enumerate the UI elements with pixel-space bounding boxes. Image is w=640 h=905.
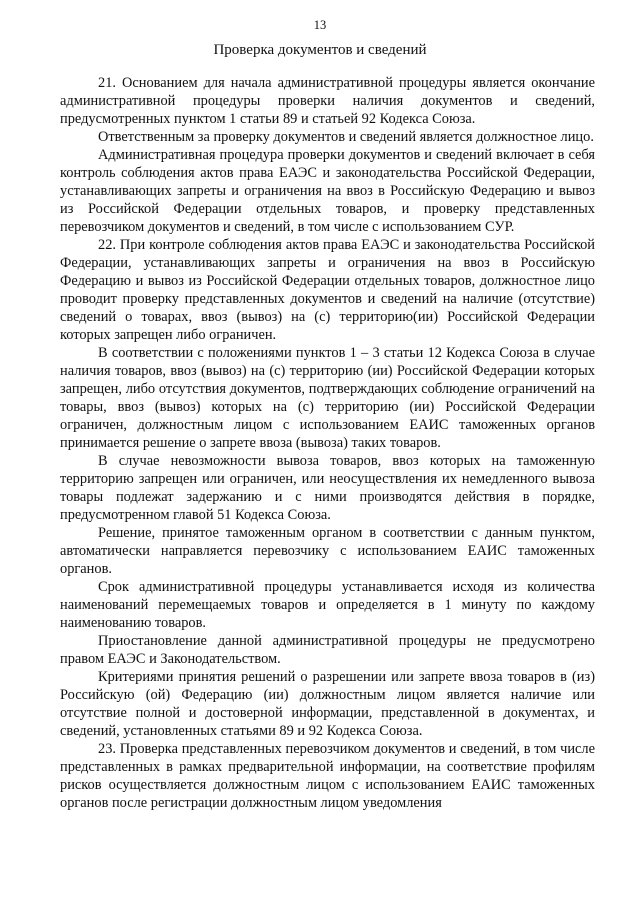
body-text	[60, 74, 595, 812]
paragraph-suspension: Приостановление данной административной процедуры не предусмотрено правом ЕАЭС и Законодательством.	[60, 633, 595, 667]
paragraph-detention: В случае невозможности вывоза товаров, ввоз которых на таможенную территорию запрещен или ограничен, или неосуществления их немедленного вывоза товары подлежат задержанию и с ними производятся действия в порядке, предусмотренном главой 51 Кодекса Союза.	[60, 453, 595, 523]
paragraph-23: 23. Проверка представленных перевозчиком документов и сведений, в том числе представленных в рамках предварительной информации, на соответствие профилям рисков осуществляется должностным лицом с использованием ЕАИС таможенных органов после регистрации должностным лицом уведомления	[60, 741, 595, 811]
paragraph-term: Срок административной процедуры устанавливается исходя из количества наименований перемещаемых товаров и определяется в 1 минуту по каждому наименованию товаров.	[60, 579, 595, 631]
page-number: 13	[313, 18, 327, 32]
paragraph-21: 21. Основанием для начала административной процедуры является окончание административной процедуры проверки наличия документов и сведений, предусмотренных пунктом 1 статьи 89 и статьей 92 Кодекса Союза.	[60, 75, 595, 127]
paragraph-decision: Решение, принятое таможенным органом в соответствии с данным пунктом, автоматически направляется перевозчику с использованием ЕАИС таможенных органов.	[60, 525, 595, 577]
paragraph-article-12: В соответствии с положениями пунктов 1 – 3 статьи 12 Кодекса Союза в случае наличия товаров, ввоз (вывоз) на (с) территорию (ии) Российской Федерации которых запрещен, либо отсутствия документов, подтверждающих соблюдение ограничений на товары, ввоз (вывоз) которых на (с) территорию (ии) Российской Федерации ограничен, должностным лицом с использованием ЕАИС таможенных органов принимается решение о запрете ввоза (вывоза) таких товаров.	[60, 345, 595, 451]
paragraph-22: 22. При контроле соблюдения актов права ЕАЭС и законодательства Российской Федерации, устанавливающих запреты и ограничения на ввоз в Российскую Федерацию и вывоз из Российской Федерации отдельных товаров, должностное лицо проводит проверку представленных документов и сведений на наличие (отсутствие) сведений о товарах, ввоз (вывоз) на (с) территорию(ии) Российской Федерации которых запрещен либо ограничен.	[60, 237, 595, 343]
section-title: Проверка документов и сведений	[213, 42, 427, 58]
paragraph-procedure-includes: Административная процедура проверки документов и сведений включает в себя контроль соблюдения актов права ЕАЭС и законодательства Российской Федерации, устанавливающих запреты и ограничения на ввоз в Российскую Федерацию и вывоз из Российской Федерации отдельных товаров, и проверку представленных перевозчиком документов и сведений, в том числе с использованием СУР.	[60, 147, 595, 235]
paragraph-criteria: Критериями принятия решений о разрешении или запрете ввоза товаров в (из) Российскую (ой) Федерацию (ии) должностным лицом является наличие или отсутствие полной и достоверной информации, представленной в документах, и сведений, установленных статьями 89 и 92 Кодекса Союза.	[60, 669, 595, 739]
paragraph-responsible: Ответственным за проверку документов и сведений является должностное лицо.	[98, 129, 594, 145]
